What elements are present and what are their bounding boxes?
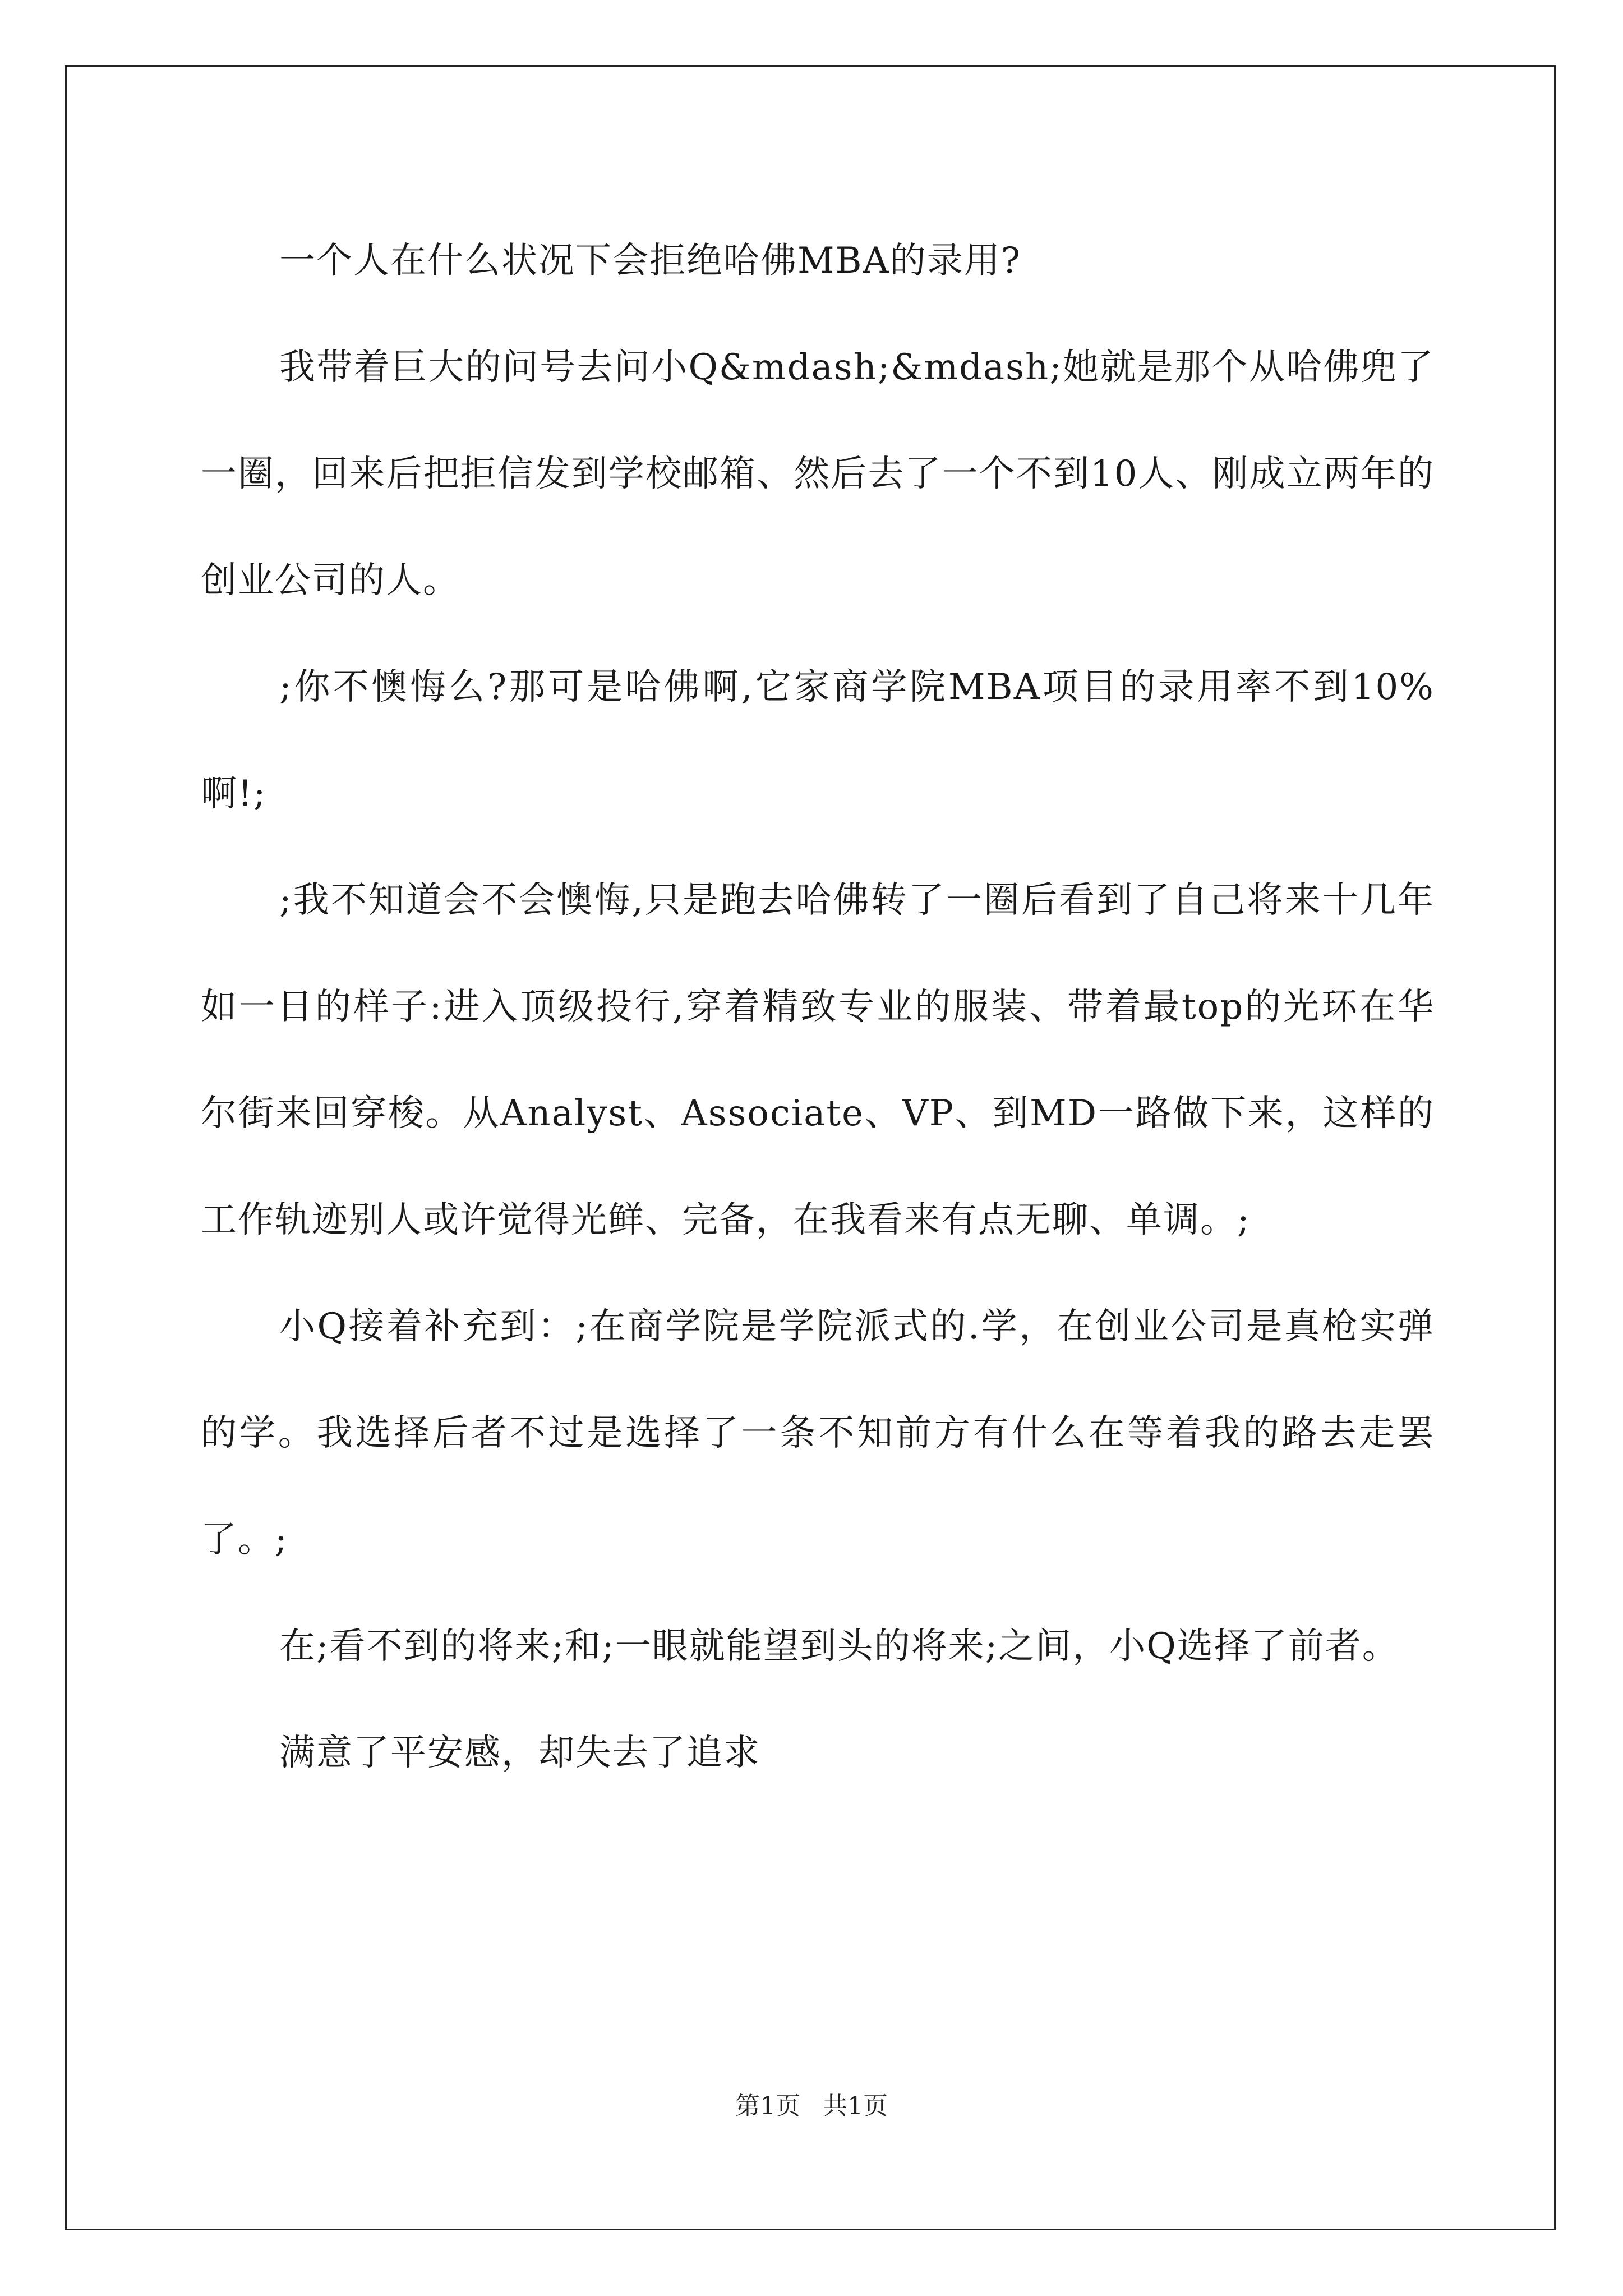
document-body [201, 208, 1435, 1806]
paragraph-5: 小Q接着补充到：;在商学院是学院派式的.学，在创业公司是真枪实弹的学。我选择后者不过是选择了一条不知前方有什么在等着我的路去走罢了。; [201, 1306, 1435, 1561]
page-number-current: 第1页 [735, 2092, 800, 2120]
page-footer [0, 2086, 1623, 2122]
paragraph-6: 在;看不到的将来;和;一眼就能望到头的将来;之间，小Q选择了前者。 [279, 1626, 1399, 1667]
paragraph-3: ;你不懊悔么?那可是哈佛啊,它家商学院MBA项目的录用率不到10%啊!; [201, 666, 1435, 815]
paragraph-7: 满意了平安感，却失去了追求 [279, 1732, 760, 1774]
paragraph-4: ;我不知道会不会懊悔,只是跑去哈佛转了一圈后看到了自己将来十几年如一日的样子:进入顶级投行,穿着精致专业的服装、带着最top的光环在华尔街来回穿梭。从Analyst、Associate、VP、到MD一路做下来，这样的工作轨迹别人或许觉得光鲜、完备，在我看来有点无聊、单调。; [201, 880, 1435, 1241]
paragraph-1: 一个人在什么状况下会拒绝哈佛MBA的录用? [279, 240, 1022, 282]
page-number-total: 共1页 [823, 2092, 888, 2120]
paragraph-2: 我带着巨大的问号去问小Q&mdash;&mdash;她就是那个从哈佛兜了一圈，回来后把拒信发到学校邮箱、然后去了一个不到10人、刚成立两年的创业公司的人。 [201, 347, 1435, 601]
